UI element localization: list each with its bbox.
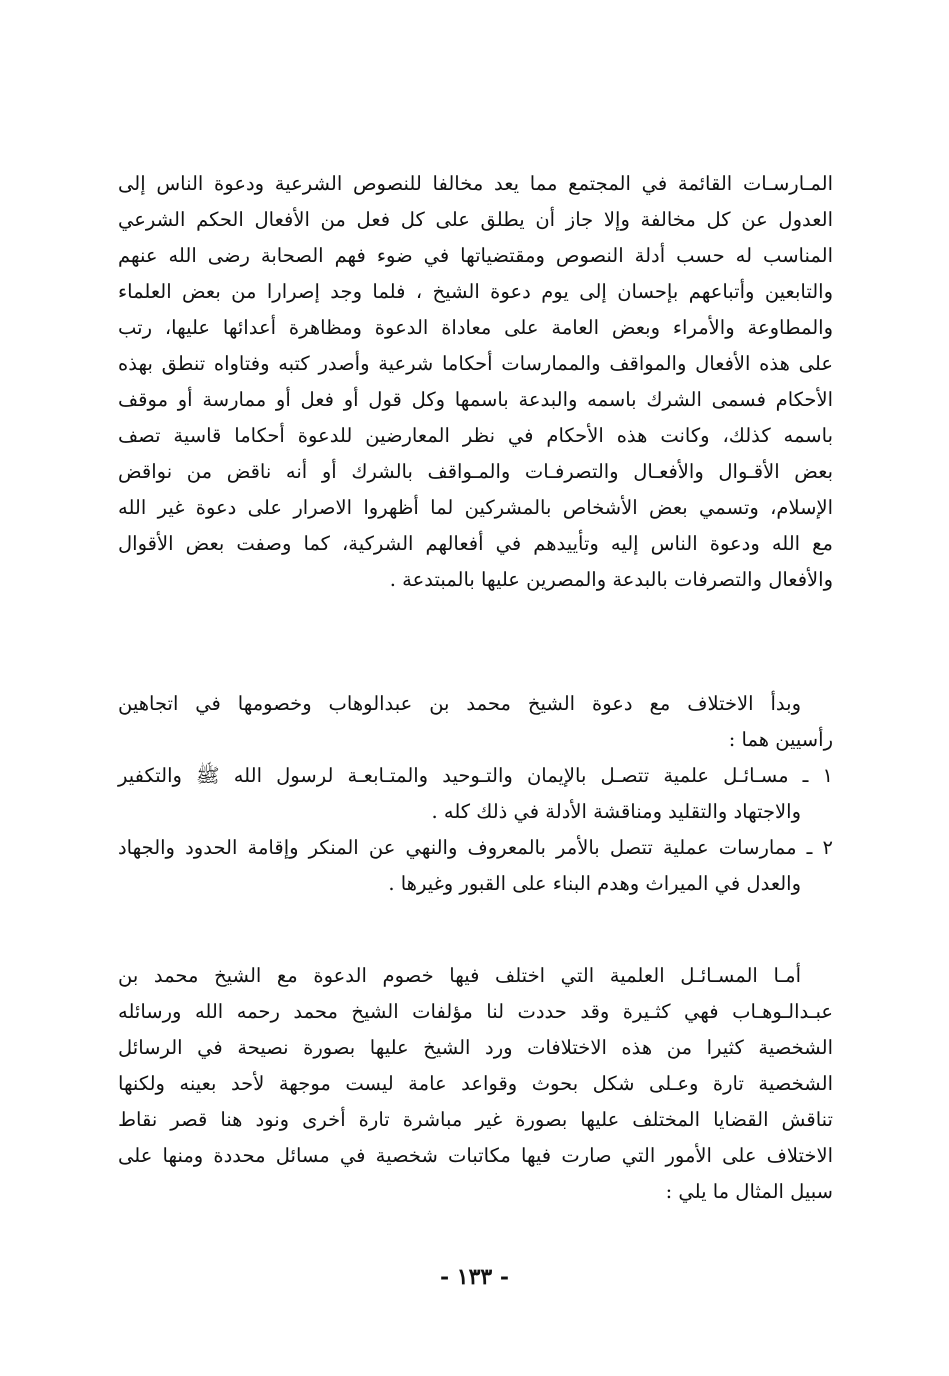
paragraph-line: الإسلام، وتسمي بعض الأشخاص بالمشركين لما أظهروا الاصرار على دعوة غير الله xyxy=(118,496,833,519)
paragraph-line: الاختلاف على الأمور التي صارت فيها مكاتبات شخصية في مسائل محددة ومنها على xyxy=(118,1144,833,1167)
paragraph-line: رأسيين هما : xyxy=(728,728,833,751)
paragraph-line: وبدأ الاختلاف مع دعوة الشيخ محمد بن عبدالوهاب وخصومها في اتجاهين xyxy=(118,692,801,715)
paragraph-line: الشخصية تارة وعـلى شكل بحوث وقواعد عامة ليست موجهة لأحد بعينه ولكنها xyxy=(118,1072,833,1095)
paragraph-line: والتابعين وأتباعهم بإحسان إلى يوم دعوة الشيخ ، فلما وجد إصرارا من بعض العلماء xyxy=(118,280,833,303)
paragraph-line: بعض الأقـوال والأفعـال والتصرفـات والمـواقف بالشرك أو أنه ناقض من نواقض xyxy=(118,460,833,483)
list-item-line: والعدل في الميراث وهدم البناء على القبور وغيرها . xyxy=(388,872,801,895)
paragraph-line: المـارسـات القائمة في المجتمع مما يعد مخالفا للنصوص الشرعية ودعوة الناس إلى xyxy=(118,172,833,195)
paragraph-line: عبـدالـوهـاب فهي كثـيرة وقد حددت لنا مؤلفات الشيخ محمد رحمه الله ورسائله xyxy=(118,1000,833,1023)
paragraph-line: والمطاوعة والأمراء وبعض العامة على معاداة الدعوة ومظاهرة أعدائها عليها، رتب xyxy=(118,316,833,339)
paragraph-line: أمـا المسـائـل العلمية التي اختلف فيها خصوم الدعوة مع الشيخ محمد بن xyxy=(118,964,801,987)
paragraph-line: العدول عن كل مخالفة وإلا جاز أن يطلق على كل فعل من الأفعال الحكم الشرعي xyxy=(118,208,833,231)
paragraph-line: الأحكام فسمى الشرك باسمه والبدعة باسمها وكل قول أو فعل أو ممارسة أو موقف xyxy=(118,388,833,411)
paragraph-line: تناقش القضايا المختلف عليها بصورة غير مباشرة تارة أخرى ونود هنا قصر نقاط xyxy=(118,1108,833,1131)
paragraph-line: باسمه كذلك، وكانت هذه الأحكام في نظر المعارضين للدعوة أحكاما قاسية تصف xyxy=(118,424,833,447)
paragraph-line: سبيل المثال ما يلي : xyxy=(665,1180,833,1203)
list-item-line: والاجتهاد والتقليد ومناقشة الأدلة في ذلك كله . xyxy=(431,800,801,823)
paragraph-line: الشخصية كثيرا من هذه الاختلافات ورد الشيخ عليها بصورة نصيحة في الرسائل xyxy=(118,1036,833,1059)
paragraph-line: المناسب له حسب أدلة النصوص ومقتضياتها في ضوء فهم الصحابة رضى الله عنهم xyxy=(118,244,833,267)
list-item-line: ١ ـ مسـائـل علمية تتصـل بالإيمان والتـوحيد والمتـابعـة لرسول الله ﷺ والتكفير xyxy=(118,764,833,787)
paragraph-line: مع الله ودعوة الناس إليه وتأييدهم في أفعالهم الشركية، كما وصفت بعض الأقوال xyxy=(118,532,833,555)
list-item-line: ٢ ـ ممارسات عملية تتصل بالأمر بالمعروف والنهي عن المنكر وإقامة الحدود والجهاد xyxy=(118,836,833,859)
paragraph-line: على هذه الأفعال والمواقف والممارسات أحكاما شرعية وأصدر كتبه وفتاواه تنطق بهذه xyxy=(118,352,833,375)
page-number: - ١٣٣ - xyxy=(439,1264,510,1290)
paragraph-line: والأفعال والتصرفات بالبدعة والمصرين عليها بالمبتدعة . xyxy=(389,568,833,591)
